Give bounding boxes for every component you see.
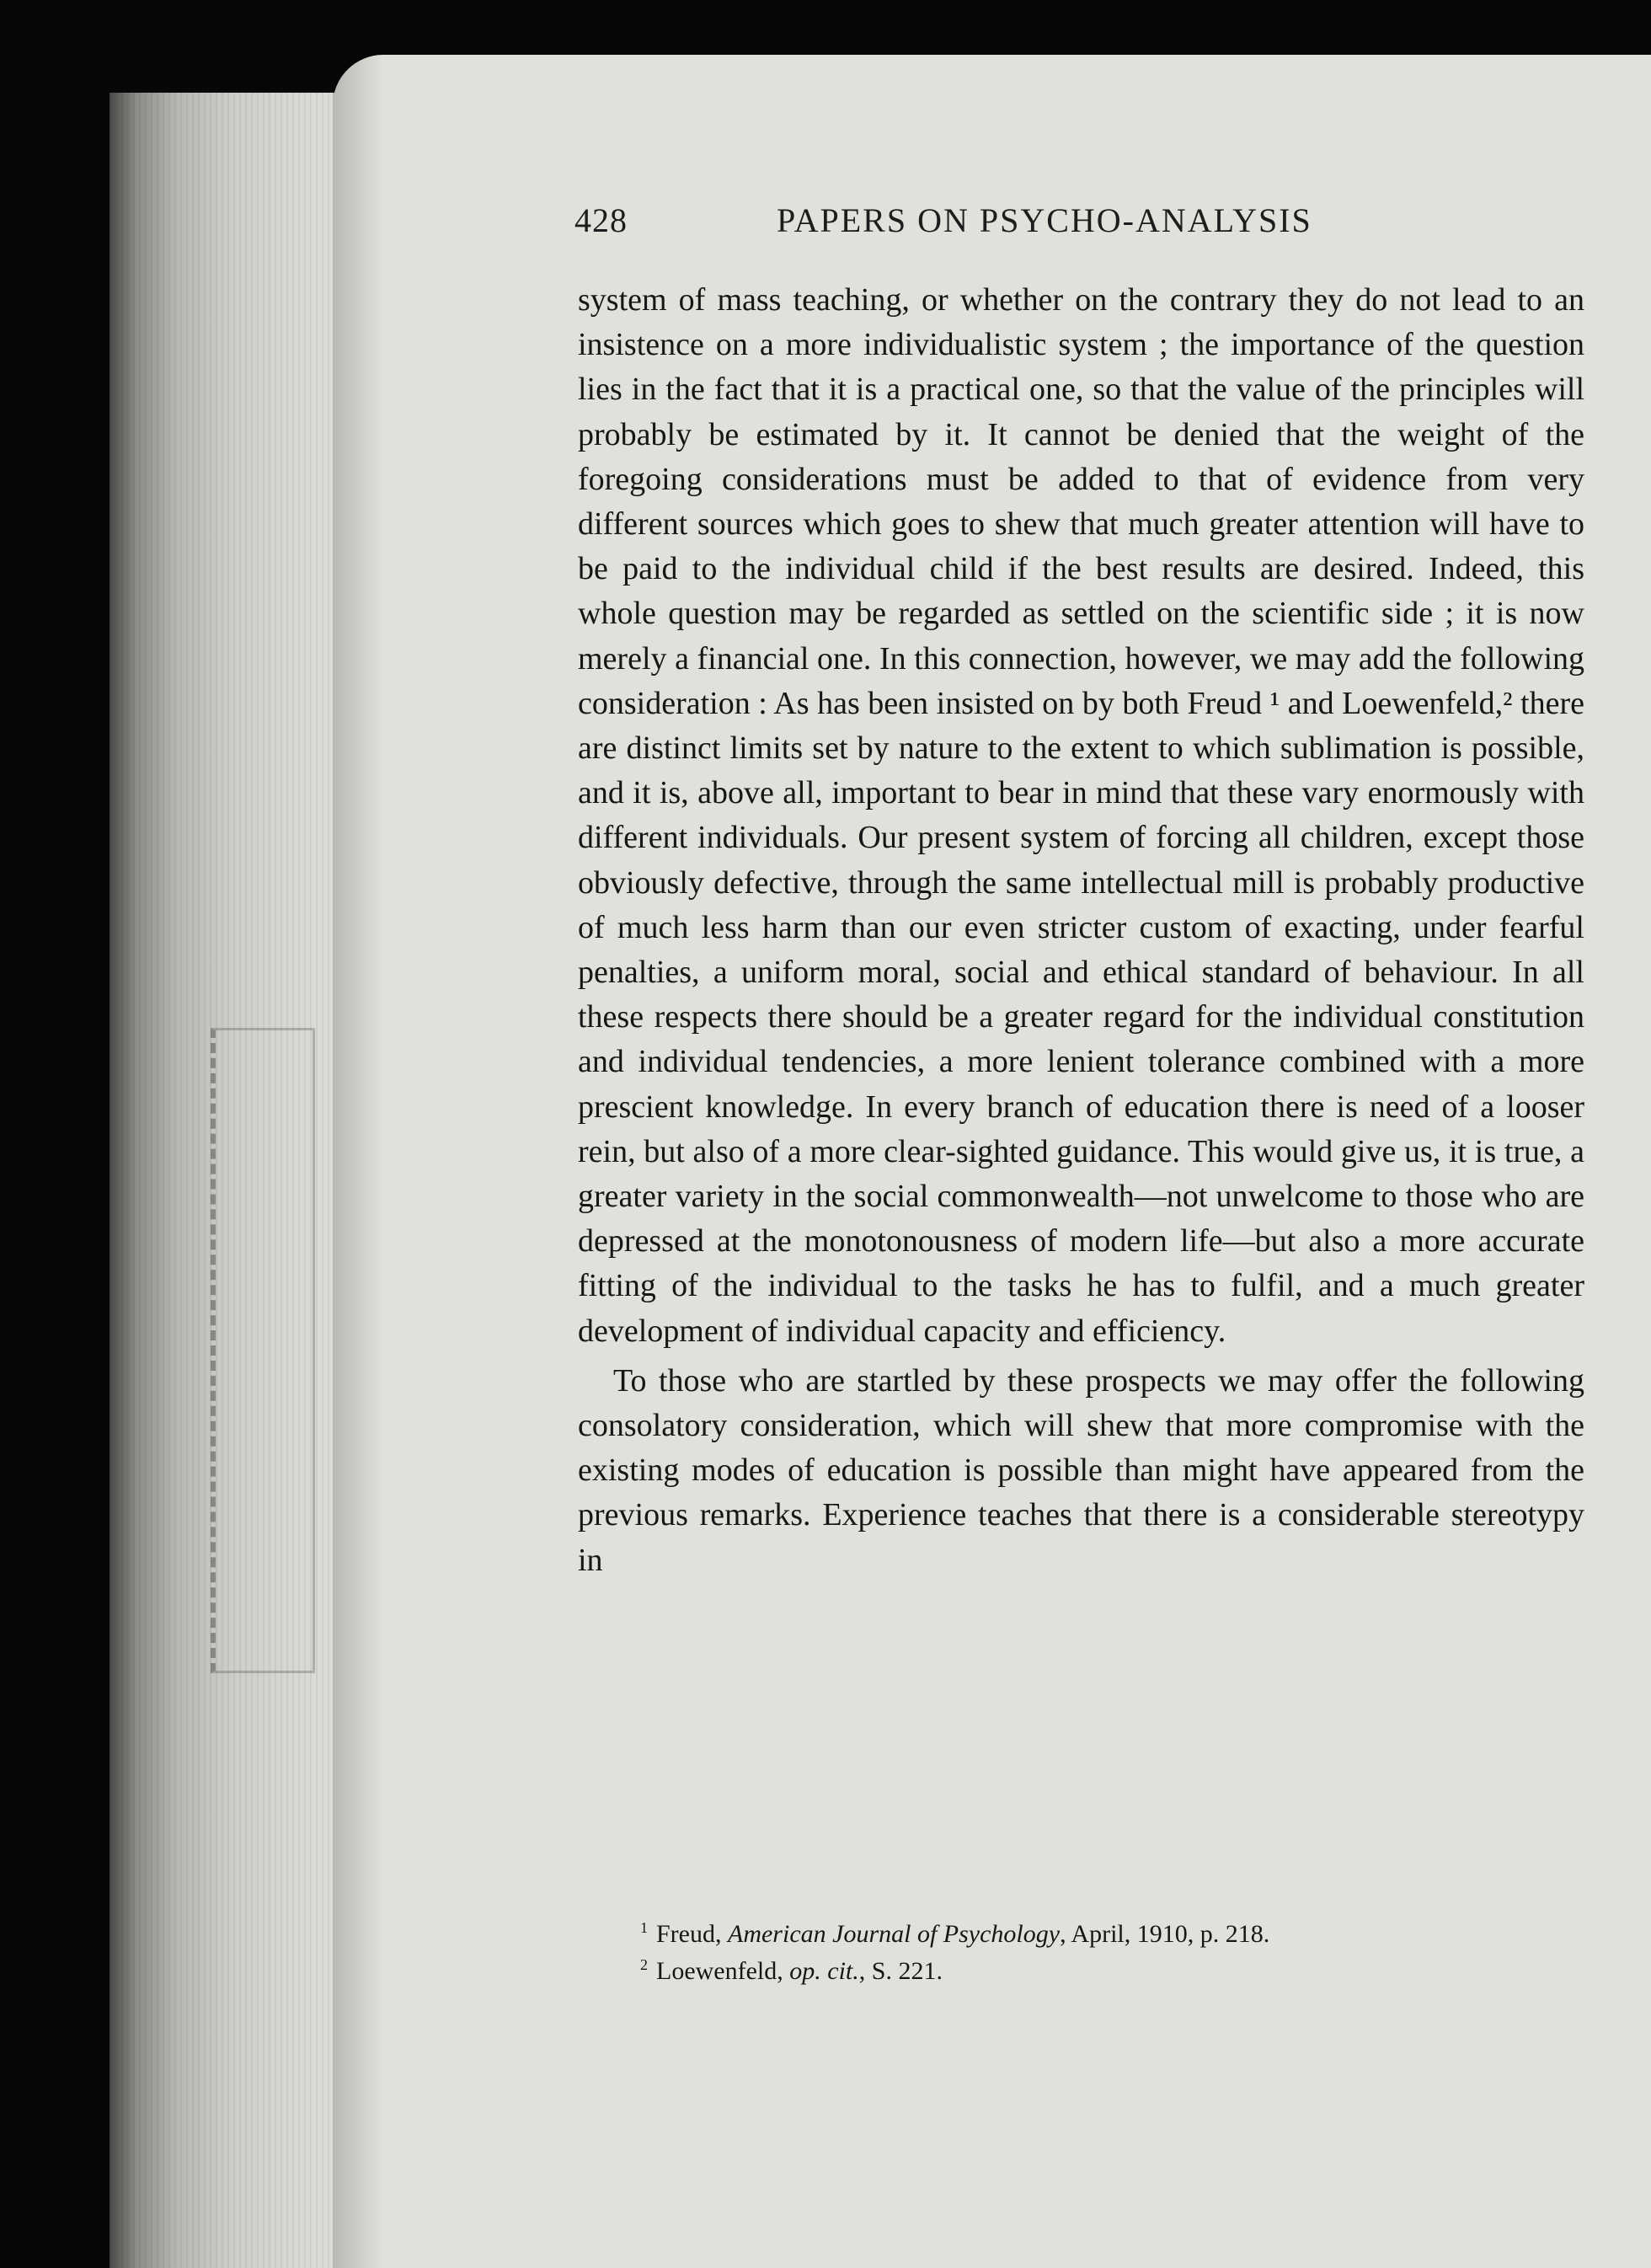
page-number: 428	[574, 201, 628, 239]
footnote-1-journal: American Journal of Psychology	[728, 1920, 1061, 1948]
paragraph-2: To those who are startled by these prospects we may offer the following consolatory consideration, which will shew that more compromise with the existing modes of education is possible than might have appeared from the previous remarks. Experience teaches that there is a considerable stereotypy in	[578, 1362, 1584, 1578]
footnotes	[640, 1912, 1567, 1987]
footnote-1-mark: 1	[640, 1919, 648, 1936]
footnote-1	[640, 1912, 1567, 1950]
body-text	[578, 278, 1584, 1583]
running-title: PAPERS ON PSYCHO-ANALYSIS	[777, 201, 1312, 239]
running-head	[574, 201, 1392, 243]
footnote-2-citation: , S. 221.	[858, 1957, 943, 1985]
footnote-2-reference: op. cit.	[789, 1957, 859, 1985]
footnote-2	[640, 1950, 1567, 1987]
footnote-1-citation: , April, 1910, p. 218.	[1060, 1920, 1270, 1948]
footnote-2-mark: 2	[640, 1956, 648, 1973]
footnote-2-author: Loewenfeld,	[656, 1957, 790, 1985]
page-edge-mark	[211, 1028, 315, 1673]
paragraph-1: system of mass teaching, or whether on the contrary they do not lead to an insistence on a more individualistic system ; the importance of the question lies in the fact that it is a practical one, so that the value of the principles will probably be estimated by it. It cannot be denied that the weight of the foregoing considerations must be added to that of evidence from very different sources which goes to shew that much greater attention will have to be paid to the individual child if the best results are desired. Indeed, this whole question may be regarded as settled on the scientific side ; it is now merely a financial one. In this connection, however, we may add the following consideration : As has been insisted on by both Freud ¹ and Loewenfeld,² there are distinct limits set by nature to the extent to which sublimation is possible, and it is, above all, important to bear in mind that these vary enormously with different individuals. Our present system of forcing all children, except those obviously defective, through the same intellectual mill is probably productive of much less harm than our even stricter custom of exacting, under fearful penalties, a uniform moral, social and ethical standard of behaviour. In all these respects there should be a greater regard for the individual constitution and individual tendencies, a more lenient tolerance combined with a more prescient knowledge. In every branch of education there is need of a looser rein, but also of a more clear-sighted guidance. This would give us, it is true, a greater variety in the social commonwealth—not unwelcome to those who are depressed at the monotonousness of modern life—but also a more accurate fitting of the individual to the tasks he has to fulfil, and a much greater development of individual capacity and efficiency.	[578, 282, 1584, 1349]
footnote-1-author: Freud,	[656, 1920, 728, 1948]
